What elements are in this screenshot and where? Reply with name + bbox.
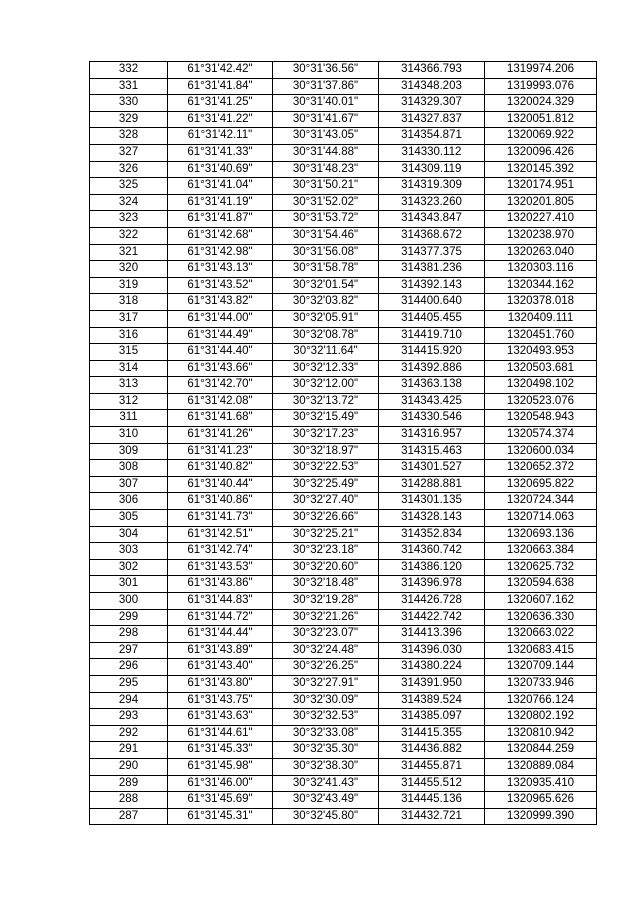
longitude-cell: 30°32'03.82" — [273, 294, 379, 311]
x-coordinate-cell: 314343.847 — [379, 211, 485, 228]
x-coordinate-cell: 314413.396 — [379, 626, 485, 643]
y-coordinate-cell: 1320709.144 — [485, 659, 597, 676]
table-row — [90, 626, 597, 643]
x-coordinate-cell: 314405.455 — [379, 310, 485, 327]
point-number-cell: 288 — [90, 792, 168, 809]
longitude-cell: 30°31'58.78" — [273, 261, 379, 278]
longitude-cell: 30°32'25.49" — [273, 476, 379, 493]
latitude-cell: 61°31'41.26" — [168, 427, 273, 444]
x-coordinate-cell: 314309.119 — [379, 161, 485, 178]
y-coordinate-cell: 1320607.162 — [485, 593, 597, 610]
latitude-cell: 61°31'41.84" — [168, 78, 273, 95]
x-coordinate-cell: 314329.307 — [379, 95, 485, 112]
x-coordinate-cell: 314368.672 — [379, 227, 485, 244]
latitude-cell: 61°31'41.87" — [168, 211, 273, 228]
point-number-cell: 315 — [90, 344, 168, 361]
x-coordinate-cell: 314455.871 — [379, 758, 485, 775]
table-row — [90, 510, 597, 527]
latitude-cell: 61°31'44.61" — [168, 725, 273, 742]
longitude-cell: 30°32'18.97" — [273, 443, 379, 460]
y-coordinate-cell: 1320548.943 — [485, 410, 597, 427]
x-coordinate-cell: 314363.138 — [379, 377, 485, 394]
latitude-cell: 61°31'40.82" — [168, 460, 273, 477]
x-coordinate-cell: 314301.135 — [379, 493, 485, 510]
latitude-cell: 61°31'43.40" — [168, 659, 273, 676]
x-coordinate-cell: 314380.224 — [379, 659, 485, 676]
y-coordinate-cell: 1320663.384 — [485, 543, 597, 560]
latitude-cell: 61°31'43.66" — [168, 360, 273, 377]
x-coordinate-cell: 314323.260 — [379, 194, 485, 211]
longitude-cell: 30°32'24.48" — [273, 642, 379, 659]
table-row — [90, 775, 597, 792]
latitude-cell: 61°31'44.44" — [168, 626, 273, 643]
y-coordinate-cell: 1320096.426 — [485, 144, 597, 161]
x-coordinate-cell: 314396.030 — [379, 642, 485, 659]
longitude-cell: 30°32'05.91" — [273, 310, 379, 327]
y-coordinate-cell: 1319974.206 — [485, 62, 597, 79]
y-coordinate-cell: 1320303.116 — [485, 261, 597, 278]
x-coordinate-cell: 314316.957 — [379, 427, 485, 444]
x-coordinate-cell: 314328.143 — [379, 510, 485, 527]
x-coordinate-cell: 314330.112 — [379, 144, 485, 161]
y-coordinate-cell: 1320683.415 — [485, 642, 597, 659]
table-row — [90, 178, 597, 195]
point-number-cell: 302 — [90, 559, 168, 576]
x-coordinate-cell: 314343.425 — [379, 393, 485, 410]
longitude-cell: 30°31'37.86" — [273, 78, 379, 95]
table-row — [90, 410, 597, 427]
latitude-cell: 61°31'40.69" — [168, 161, 273, 178]
latitude-cell: 61°31'45.69" — [168, 792, 273, 809]
longitude-cell: 30°32'21.26" — [273, 609, 379, 626]
longitude-cell: 30°32'32.53" — [273, 709, 379, 726]
point-number-cell: 304 — [90, 526, 168, 543]
point-number-cell: 289 — [90, 775, 168, 792]
point-number-cell: 306 — [90, 493, 168, 510]
latitude-cell: 61°31'41.25" — [168, 95, 273, 112]
y-coordinate-cell: 1320733.946 — [485, 675, 597, 692]
y-coordinate-cell: 1320714.063 — [485, 510, 597, 527]
longitude-cell: 30°31'54.46" — [273, 227, 379, 244]
table-row — [90, 244, 597, 261]
y-coordinate-cell: 1320493.953 — [485, 344, 597, 361]
x-coordinate-cell: 314415.355 — [379, 725, 485, 742]
y-coordinate-cell: 1320652.372 — [485, 460, 597, 477]
y-coordinate-cell: 1320227.410 — [485, 211, 597, 228]
latitude-cell: 61°31'44.49" — [168, 327, 273, 344]
latitude-cell: 61°31'41.73" — [168, 510, 273, 527]
y-coordinate-cell: 1320810.942 — [485, 725, 597, 742]
table-row — [90, 377, 597, 394]
y-coordinate-cell: 1320523.076 — [485, 393, 597, 410]
table-row — [90, 493, 597, 510]
point-number-cell: 317 — [90, 310, 168, 327]
x-coordinate-cell: 314455.512 — [379, 775, 485, 792]
x-coordinate-cell: 314354.871 — [379, 128, 485, 145]
longitude-cell: 30°32'27.40" — [273, 493, 379, 510]
y-coordinate-cell: 1320201.805 — [485, 194, 597, 211]
y-coordinate-cell: 1320965.626 — [485, 792, 597, 809]
table-row — [90, 526, 597, 543]
longitude-cell: 30°32'08.78" — [273, 327, 379, 344]
point-number-cell: 292 — [90, 725, 168, 742]
point-number-cell: 327 — [90, 144, 168, 161]
latitude-cell: 61°31'44.40" — [168, 344, 273, 361]
table-row — [90, 758, 597, 775]
table-row — [90, 227, 597, 244]
latitude-cell: 61°31'44.83" — [168, 593, 273, 610]
longitude-cell: 30°32'43.49" — [273, 792, 379, 809]
table-row — [90, 593, 597, 610]
point-number-cell: 323 — [90, 211, 168, 228]
table-row — [90, 111, 597, 128]
longitude-cell: 30°32'15.49" — [273, 410, 379, 427]
table-row — [90, 642, 597, 659]
longitude-cell: 30°32'26.25" — [273, 659, 379, 676]
x-coordinate-cell: 314419.710 — [379, 327, 485, 344]
latitude-cell: 61°31'42.42" — [168, 62, 273, 79]
table-row — [90, 128, 597, 145]
y-coordinate-cell: 1320724.344 — [485, 493, 597, 510]
latitude-cell: 61°31'43.63" — [168, 709, 273, 726]
point-number-cell: 328 — [90, 128, 168, 145]
y-coordinate-cell: 1320600.034 — [485, 443, 597, 460]
x-coordinate-cell: 314415.920 — [379, 344, 485, 361]
table-row — [90, 675, 597, 692]
latitude-cell: 61°31'43.53" — [168, 559, 273, 576]
longitude-cell: 30°31'41.67" — [273, 111, 379, 128]
point-number-cell: 319 — [90, 277, 168, 294]
latitude-cell: 61°31'43.75" — [168, 692, 273, 709]
y-coordinate-cell: 1320238.970 — [485, 227, 597, 244]
point-number-cell: 329 — [90, 111, 168, 128]
longitude-cell: 30°32'12.33" — [273, 360, 379, 377]
table-row — [90, 261, 597, 278]
longitude-cell: 30°32'12.00" — [273, 377, 379, 394]
y-coordinate-cell: 1320378.018 — [485, 294, 597, 311]
table-row — [90, 609, 597, 626]
x-coordinate-cell: 314288.881 — [379, 476, 485, 493]
table-row — [90, 692, 597, 709]
latitude-cell: 61°31'43.13" — [168, 261, 273, 278]
point-number-cell: 330 — [90, 95, 168, 112]
longitude-cell: 30°32'35.30" — [273, 742, 379, 759]
y-coordinate-cell: 1320409.111 — [485, 310, 597, 327]
x-coordinate-cell: 314426.728 — [379, 593, 485, 610]
y-coordinate-cell: 1320344.162 — [485, 277, 597, 294]
latitude-cell: 61°31'41.23" — [168, 443, 273, 460]
longitude-cell: 30°32'30.09" — [273, 692, 379, 709]
coordinates-table — [89, 61, 597, 825]
latitude-cell: 61°31'41.68" — [168, 410, 273, 427]
point-number-cell: 325 — [90, 178, 168, 195]
latitude-cell: 61°31'42.11" — [168, 128, 273, 145]
longitude-cell: 30°31'50.21" — [273, 178, 379, 195]
point-number-cell: 316 — [90, 327, 168, 344]
table-row — [90, 393, 597, 410]
y-coordinate-cell: 1320024.329 — [485, 95, 597, 112]
table-row — [90, 808, 597, 825]
point-number-cell: 299 — [90, 609, 168, 626]
table-row — [90, 277, 597, 294]
longitude-cell: 30°32'11.64" — [273, 344, 379, 361]
latitude-cell: 61°31'43.89" — [168, 642, 273, 659]
y-coordinate-cell: 1319993.076 — [485, 78, 597, 95]
x-coordinate-cell: 314330.546 — [379, 410, 485, 427]
latitude-cell: 61°31'41.19" — [168, 194, 273, 211]
longitude-cell: 30°32'23.18" — [273, 543, 379, 560]
x-coordinate-cell: 314392.143 — [379, 277, 485, 294]
x-coordinate-cell: 314432.721 — [379, 808, 485, 825]
point-number-cell: 295 — [90, 675, 168, 692]
x-coordinate-cell: 314396.978 — [379, 576, 485, 593]
latitude-cell: 61°31'42.70" — [168, 377, 273, 394]
table-row — [90, 659, 597, 676]
longitude-cell: 30°31'43.05" — [273, 128, 379, 145]
y-coordinate-cell: 1320451.760 — [485, 327, 597, 344]
x-coordinate-cell: 314352.834 — [379, 526, 485, 543]
table-row — [90, 443, 597, 460]
x-coordinate-cell: 314377.375 — [379, 244, 485, 261]
table-row — [90, 62, 597, 79]
latitude-cell: 61°31'41.04" — [168, 178, 273, 195]
x-coordinate-cell: 314386.120 — [379, 559, 485, 576]
longitude-cell: 30°32'38.30" — [273, 758, 379, 775]
table-row — [90, 294, 597, 311]
coordinates-table-body — [90, 62, 597, 825]
table-row — [90, 360, 597, 377]
latitude-cell: 61°31'44.72" — [168, 609, 273, 626]
latitude-cell: 61°31'42.51" — [168, 526, 273, 543]
point-number-cell: 307 — [90, 476, 168, 493]
y-coordinate-cell: 1320503.681 — [485, 360, 597, 377]
x-coordinate-cell: 314301.527 — [379, 460, 485, 477]
latitude-cell: 61°31'43.86" — [168, 576, 273, 593]
point-number-cell: 287 — [90, 808, 168, 825]
table-row — [90, 144, 597, 161]
point-number-cell: 297 — [90, 642, 168, 659]
x-coordinate-cell: 314348.203 — [379, 78, 485, 95]
y-coordinate-cell: 1320693.136 — [485, 526, 597, 543]
longitude-cell: 30°32'23.07" — [273, 626, 379, 643]
x-coordinate-cell: 314400.640 — [379, 294, 485, 311]
longitude-cell: 30°32'33.08" — [273, 725, 379, 742]
point-number-cell: 308 — [90, 460, 168, 477]
longitude-cell: 30°31'56.08" — [273, 244, 379, 261]
y-coordinate-cell: 1320263.040 — [485, 244, 597, 261]
latitude-cell: 61°31'42.68" — [168, 227, 273, 244]
x-coordinate-cell: 314315.463 — [379, 443, 485, 460]
latitude-cell: 61°31'45.98" — [168, 758, 273, 775]
y-coordinate-cell: 1320844.259 — [485, 742, 597, 759]
point-number-cell: 312 — [90, 393, 168, 410]
table-row — [90, 476, 597, 493]
y-coordinate-cell: 1320051.812 — [485, 111, 597, 128]
point-number-cell: 311 — [90, 410, 168, 427]
y-coordinate-cell: 1320663.022 — [485, 626, 597, 643]
point-number-cell: 291 — [90, 742, 168, 759]
longitude-cell: 30°32'27.91" — [273, 675, 379, 692]
y-coordinate-cell: 1320802.192 — [485, 709, 597, 726]
longitude-cell: 30°32'26.66" — [273, 510, 379, 527]
table-row — [90, 792, 597, 809]
y-coordinate-cell: 1320636.330 — [485, 609, 597, 626]
table-row — [90, 310, 597, 327]
point-number-cell: 310 — [90, 427, 168, 444]
x-coordinate-cell: 314422.742 — [379, 609, 485, 626]
y-coordinate-cell: 1320889.084 — [485, 758, 597, 775]
longitude-cell: 30°32'45.80" — [273, 808, 379, 825]
longitude-cell: 30°32'13.72" — [273, 393, 379, 410]
y-coordinate-cell: 1320625.732 — [485, 559, 597, 576]
table-row — [90, 742, 597, 759]
table-row — [90, 460, 597, 477]
longitude-cell: 30°31'48.23" — [273, 161, 379, 178]
point-number-cell: 300 — [90, 593, 168, 610]
x-coordinate-cell: 314391.950 — [379, 675, 485, 692]
y-coordinate-cell: 1320999.390 — [485, 808, 597, 825]
y-coordinate-cell: 1320174.951 — [485, 178, 597, 195]
longitude-cell: 30°31'40.01" — [273, 95, 379, 112]
longitude-cell: 30°32'19.28" — [273, 593, 379, 610]
point-number-cell: 293 — [90, 709, 168, 726]
point-number-cell: 313 — [90, 377, 168, 394]
latitude-cell: 61°31'42.08" — [168, 393, 273, 410]
point-number-cell: 314 — [90, 360, 168, 377]
table-row — [90, 709, 597, 726]
x-coordinate-cell: 314392.886 — [379, 360, 485, 377]
x-coordinate-cell: 314366.793 — [379, 62, 485, 79]
table-row — [90, 95, 597, 112]
longitude-cell: 30°32'17.23" — [273, 427, 379, 444]
table-row — [90, 344, 597, 361]
y-coordinate-cell: 1320766.124 — [485, 692, 597, 709]
table-row — [90, 559, 597, 576]
point-number-cell: 309 — [90, 443, 168, 460]
latitude-cell: 61°31'40.86" — [168, 493, 273, 510]
y-coordinate-cell: 1320145.392 — [485, 161, 597, 178]
x-coordinate-cell: 314389.524 — [379, 692, 485, 709]
latitude-cell: 61°31'42.98" — [168, 244, 273, 261]
table-row — [90, 78, 597, 95]
longitude-cell: 30°32'41.43" — [273, 775, 379, 792]
point-number-cell: 322 — [90, 227, 168, 244]
latitude-cell: 61°31'45.33" — [168, 742, 273, 759]
x-coordinate-cell: 314319.309 — [379, 178, 485, 195]
latitude-cell: 61°31'43.52" — [168, 277, 273, 294]
x-coordinate-cell: 314327.837 — [379, 111, 485, 128]
table-row — [90, 161, 597, 178]
latitude-cell: 61°31'46.00" — [168, 775, 273, 792]
table-row — [90, 427, 597, 444]
y-coordinate-cell: 1320498.102 — [485, 377, 597, 394]
x-coordinate-cell: 314436.882 — [379, 742, 485, 759]
table-row — [90, 576, 597, 593]
point-number-cell: 305 — [90, 510, 168, 527]
table-row — [90, 194, 597, 211]
point-number-cell: 298 — [90, 626, 168, 643]
latitude-cell: 61°31'41.22" — [168, 111, 273, 128]
y-coordinate-cell: 1320574.374 — [485, 427, 597, 444]
table-row — [90, 211, 597, 228]
point-number-cell: 324 — [90, 194, 168, 211]
point-number-cell: 321 — [90, 244, 168, 261]
table-row — [90, 327, 597, 344]
point-number-cell: 318 — [90, 294, 168, 311]
x-coordinate-cell: 314381.236 — [379, 261, 485, 278]
latitude-cell: 61°31'40.44" — [168, 476, 273, 493]
point-number-cell: 332 — [90, 62, 168, 79]
longitude-cell: 30°32'25.21" — [273, 526, 379, 543]
x-coordinate-cell: 314385.097 — [379, 709, 485, 726]
y-coordinate-cell: 1320695.822 — [485, 476, 597, 493]
longitude-cell: 30°31'53.72" — [273, 211, 379, 228]
longitude-cell: 30°32'22.53" — [273, 460, 379, 477]
longitude-cell: 30°31'44.88" — [273, 144, 379, 161]
point-number-cell: 320 — [90, 261, 168, 278]
y-coordinate-cell: 1320935.410 — [485, 775, 597, 792]
latitude-cell: 61°31'45.31" — [168, 808, 273, 825]
point-number-cell: 296 — [90, 659, 168, 676]
longitude-cell: 30°32'01.54" — [273, 277, 379, 294]
latitude-cell: 61°31'42.74" — [168, 543, 273, 560]
longitude-cell: 30°32'18.48" — [273, 576, 379, 593]
longitude-cell: 30°31'52.02" — [273, 194, 379, 211]
table-row — [90, 543, 597, 560]
table-row — [90, 725, 597, 742]
point-number-cell: 301 — [90, 576, 168, 593]
x-coordinate-cell: 314360.742 — [379, 543, 485, 560]
y-coordinate-cell: 1320594.638 — [485, 576, 597, 593]
y-coordinate-cell: 1320069.922 — [485, 128, 597, 145]
point-number-cell: 326 — [90, 161, 168, 178]
point-number-cell: 331 — [90, 78, 168, 95]
latitude-cell: 61°31'43.80" — [168, 675, 273, 692]
x-coordinate-cell: 314445.136 — [379, 792, 485, 809]
longitude-cell: 30°32'20.60" — [273, 559, 379, 576]
point-number-cell: 294 — [90, 692, 168, 709]
point-number-cell: 303 — [90, 543, 168, 560]
longitude-cell: 30°31'36.56" — [273, 62, 379, 79]
latitude-cell: 61°31'43.82" — [168, 294, 273, 311]
latitude-cell: 61°31'44.00" — [168, 310, 273, 327]
point-number-cell: 290 — [90, 758, 168, 775]
latitude-cell: 61°31'41.33" — [168, 144, 273, 161]
